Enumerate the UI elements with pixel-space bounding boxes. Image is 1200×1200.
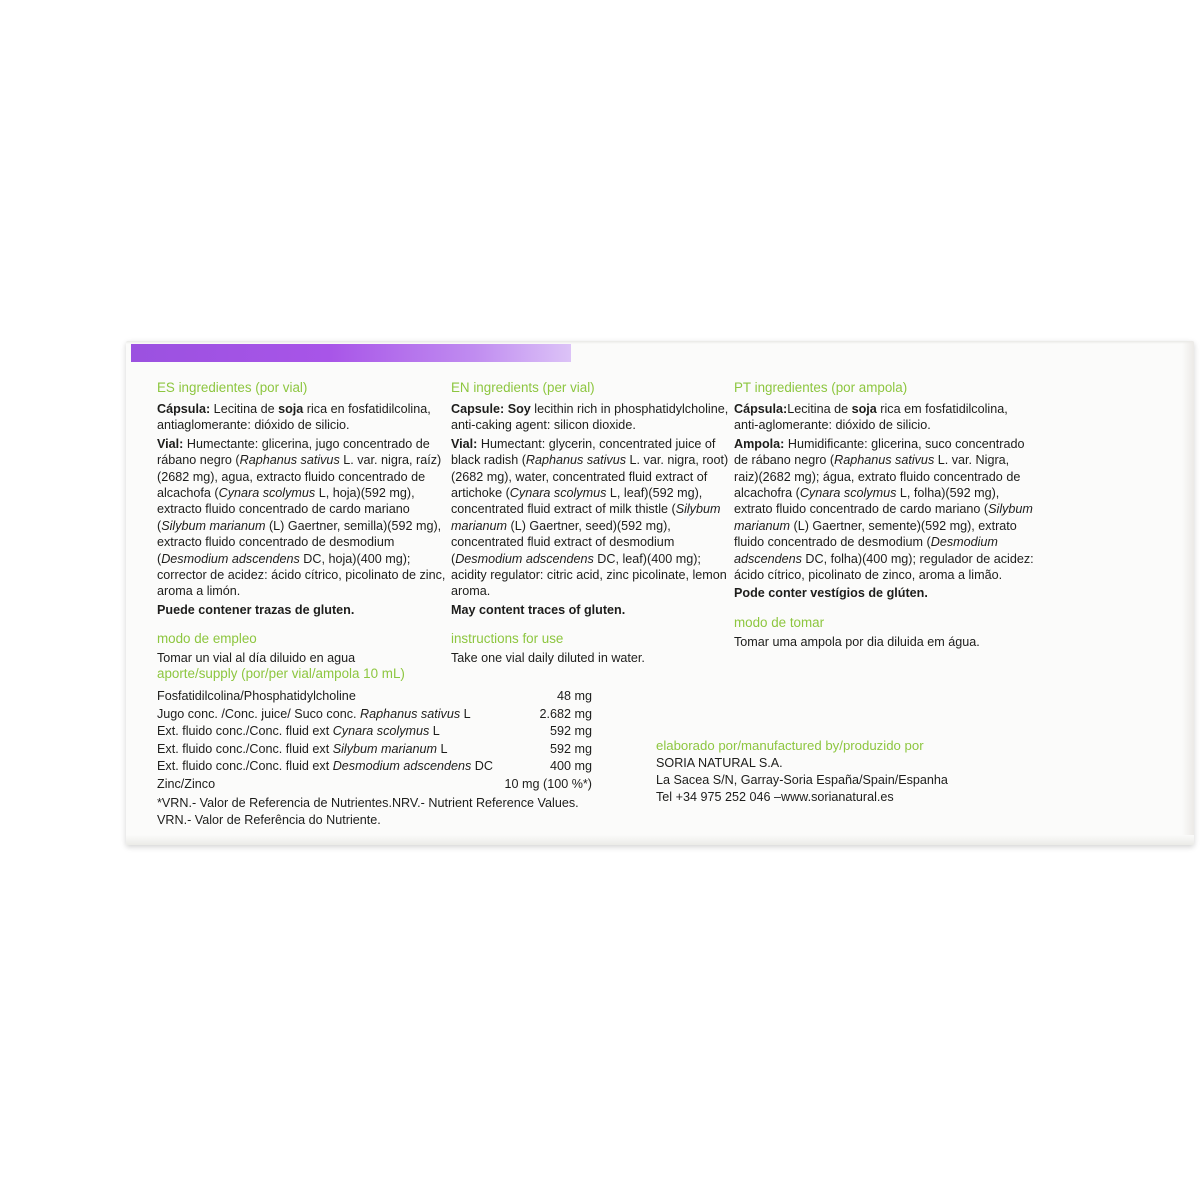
- usage-heading-es: modo de empleo: [157, 631, 257, 647]
- supply-table: [157, 688, 592, 794]
- usage-heading-pt: modo de tomar: [734, 614, 825, 630]
- capsule-text-pre-es: Lecitina de: [210, 402, 279, 416]
- vial-paragraph-pt: [734, 436, 1034, 584]
- supply-row-name: Ext. fluido conc./Conc. fluid ext Desmodium adscendens DC: [157, 759, 494, 774]
- usage-text-en: Take one vial daily diluted in water.: [451, 651, 645, 666]
- label-content: [126, 341, 1194, 845]
- vial-text-en: Humectant: glycerin, concentrated juice of black radish (Raphanus sativus L. var. nigra, root)(2682 mg), water, concentrated fluid extract of artichoke (Cynara scolymus L, leaf)(592 mg), concentrated fluid extract of milk thistle (Silybum marianum (L) Gaertner, seed)(592 mg), concentrated fluid extract of desmodium (Desmodium adscendens DC, leaf)(400 mg); acidity regulator: citric acid, zinc picolinate, lemon aroma.: [451, 436, 729, 599]
- usage-heading-en: instructions for use: [451, 631, 564, 647]
- manufacturer-company: SORIA NATURAL S.A.: [656, 756, 783, 770]
- table-row: [157, 706, 592, 724]
- vial-text-es: Humectante: glicerina, jugo concentrado de rábano negro (Raphanus sativus L. var. nigra, raíz)(2682 mg), agua, extracto fluido concentrado de alcachofa (Cynara scolymus L, hoja)(592 mg), extracto fluido concentrado de cardo mariano (Silybum marianum (L) Gaertner, semilla)(592 mg), extracto fluido concentrado de desmodium (Desmodium adscendens DC, hoja)(400 mg); corrector de acidez: ácido cítrico, picolinato de zinc, aroma a limón.: [157, 436, 446, 599]
- supply-row-name: Jugo conc. /Conc. juice/ Suco conc. Raphanus sativus L: [157, 706, 471, 721]
- capsule-paragraph-en: [451, 401, 731, 434]
- vial-label-es: Vial:: [157, 436, 184, 451]
- supply-table-section: [157, 664, 627, 828]
- capsule-paragraph-pt: [734, 401, 1034, 434]
- supply-table-body: [157, 688, 592, 794]
- supply-footnote-2: VRN.- Valor de Referência do Nutriente.: [157, 812, 381, 827]
- capsule-label-en: Capsule:: [451, 402, 505, 416]
- vial-paragraph-en: [451, 436, 731, 600]
- capsule-text-post-es: rica en fosfatidilcolina, antiaglomerante: dióxido de silicio.: [157, 402, 431, 433]
- table-row: [157, 723, 592, 741]
- manufacturer-contact: Tel +34 975 252 046 –www.sorianatural.es: [656, 790, 894, 804]
- usage-text-pt: Tomar uma ampola por dia diluida em água.: [734, 634, 980, 649]
- supply-row-value: 592 mg: [549, 741, 592, 756]
- column-heading-es: ES ingredientes (por vial): [157, 380, 308, 395]
- supply-row-value: 10 mg (100 %*): [504, 776, 592, 791]
- vial-paragraph-es: [157, 436, 447, 600]
- vial-label-en: Vial:: [451, 436, 478, 451]
- table-row: [157, 758, 592, 776]
- supply-row-name: Ext. fluido conc./Conc. fluid ext Cynara scolymus L: [157, 724, 440, 739]
- supply-row-value: 48 mg: [556, 689, 592, 703]
- column-heading-en: EN ingredients (per vial): [451, 380, 595, 395]
- supply-row-value: 592 mg: [549, 724, 592, 739]
- ingredients-column-pt: [734, 379, 1034, 650]
- supply-footnote-1: *VRN.- Valor de Referencia de Nutrientes.NRV.- Nutrient Reference Values.: [157, 795, 579, 810]
- usage-text-es: Tomar un vial al día diluido en agua: [157, 651, 356, 666]
- supply-row-value: 2.682 mg: [539, 706, 592, 721]
- supply-row-name: Ext. fluido conc./Conc. fluid ext Silybum marianum L: [157, 741, 448, 756]
- manufacturer-section: [656, 737, 1076, 806]
- ingredients-column-es: [157, 379, 447, 667]
- table-row: [157, 776, 592, 794]
- table-row: [157, 741, 592, 759]
- capsule-label-es: Cápsula:: [157, 402, 211, 416]
- ingredients-column-en: [451, 379, 731, 667]
- supply-heading: aporte/supply (por/per vial/ampola 10 mL): [157, 666, 405, 681]
- capsule-soy-pt: soja: [851, 402, 877, 416]
- manufacturer-heading: elaborado por/manufactured by/produzido por: [656, 738, 924, 753]
- capsule-text-post-en: lecithin rich in phosphatidylcholine, anti-caking agent: silicon dioxide.: [451, 402, 729, 433]
- vial-label-pt: Ampola:: [734, 436, 785, 451]
- supply-row-name: Zinc/Zinco: [157, 776, 216, 791]
- vial-text-pt: Humidificante: glicerina, suco concentrado de rábano negro (Raphanus sativus L. var. Nigra, raiz)(2682 mg); água, extrato fluido concentrado de alcachofra (Cynara scolymus L, folha)(592 mg), extrato fluido concentrado de cardo mariano (Silybum marianum (L) Gaertner, semente)(592 mg), extrato fluido concentrado de desmodium (Desmodium adscendens DC, folha)(400 mg); regulador de acidez: ácido cítrico, picolinato de zinco, aroma a limão.: [734, 436, 1034, 583]
- table-row: [157, 688, 592, 706]
- capsule-soy-es: soja: [278, 402, 304, 416]
- manufacturer-address: La Sacea S/N, Garray-Soria España/Spain/Espanha: [656, 773, 948, 787]
- capsule-text-pre-pt: Lecitina de: [787, 402, 852, 416]
- capsule-label-pt: Cápsula:: [734, 402, 788, 416]
- gluten-note-en: May content traces of gluten.: [451, 602, 626, 617]
- capsule-soy-en: Soy: [507, 402, 531, 416]
- capsule-text-post-pt: rica em fosfatidilcolina, anti-aglomerante: dióxido de silicio.: [734, 402, 1008, 433]
- column-heading-pt: PT ingredientes (por ampola): [734, 380, 908, 395]
- gluten-note-es: Puede contener trazas de gluten.: [157, 602, 355, 617]
- supply-row-name: Fosfatidilcolina/Phosphatidylcholine: [157, 689, 356, 703]
- capsule-paragraph-es: [157, 401, 447, 434]
- supply-row-value: 400 mg: [549, 759, 592, 774]
- product-box-panel: [126, 341, 1194, 845]
- gluten-note-pt: Pode conter vestígios de glúten.: [734, 586, 928, 601]
